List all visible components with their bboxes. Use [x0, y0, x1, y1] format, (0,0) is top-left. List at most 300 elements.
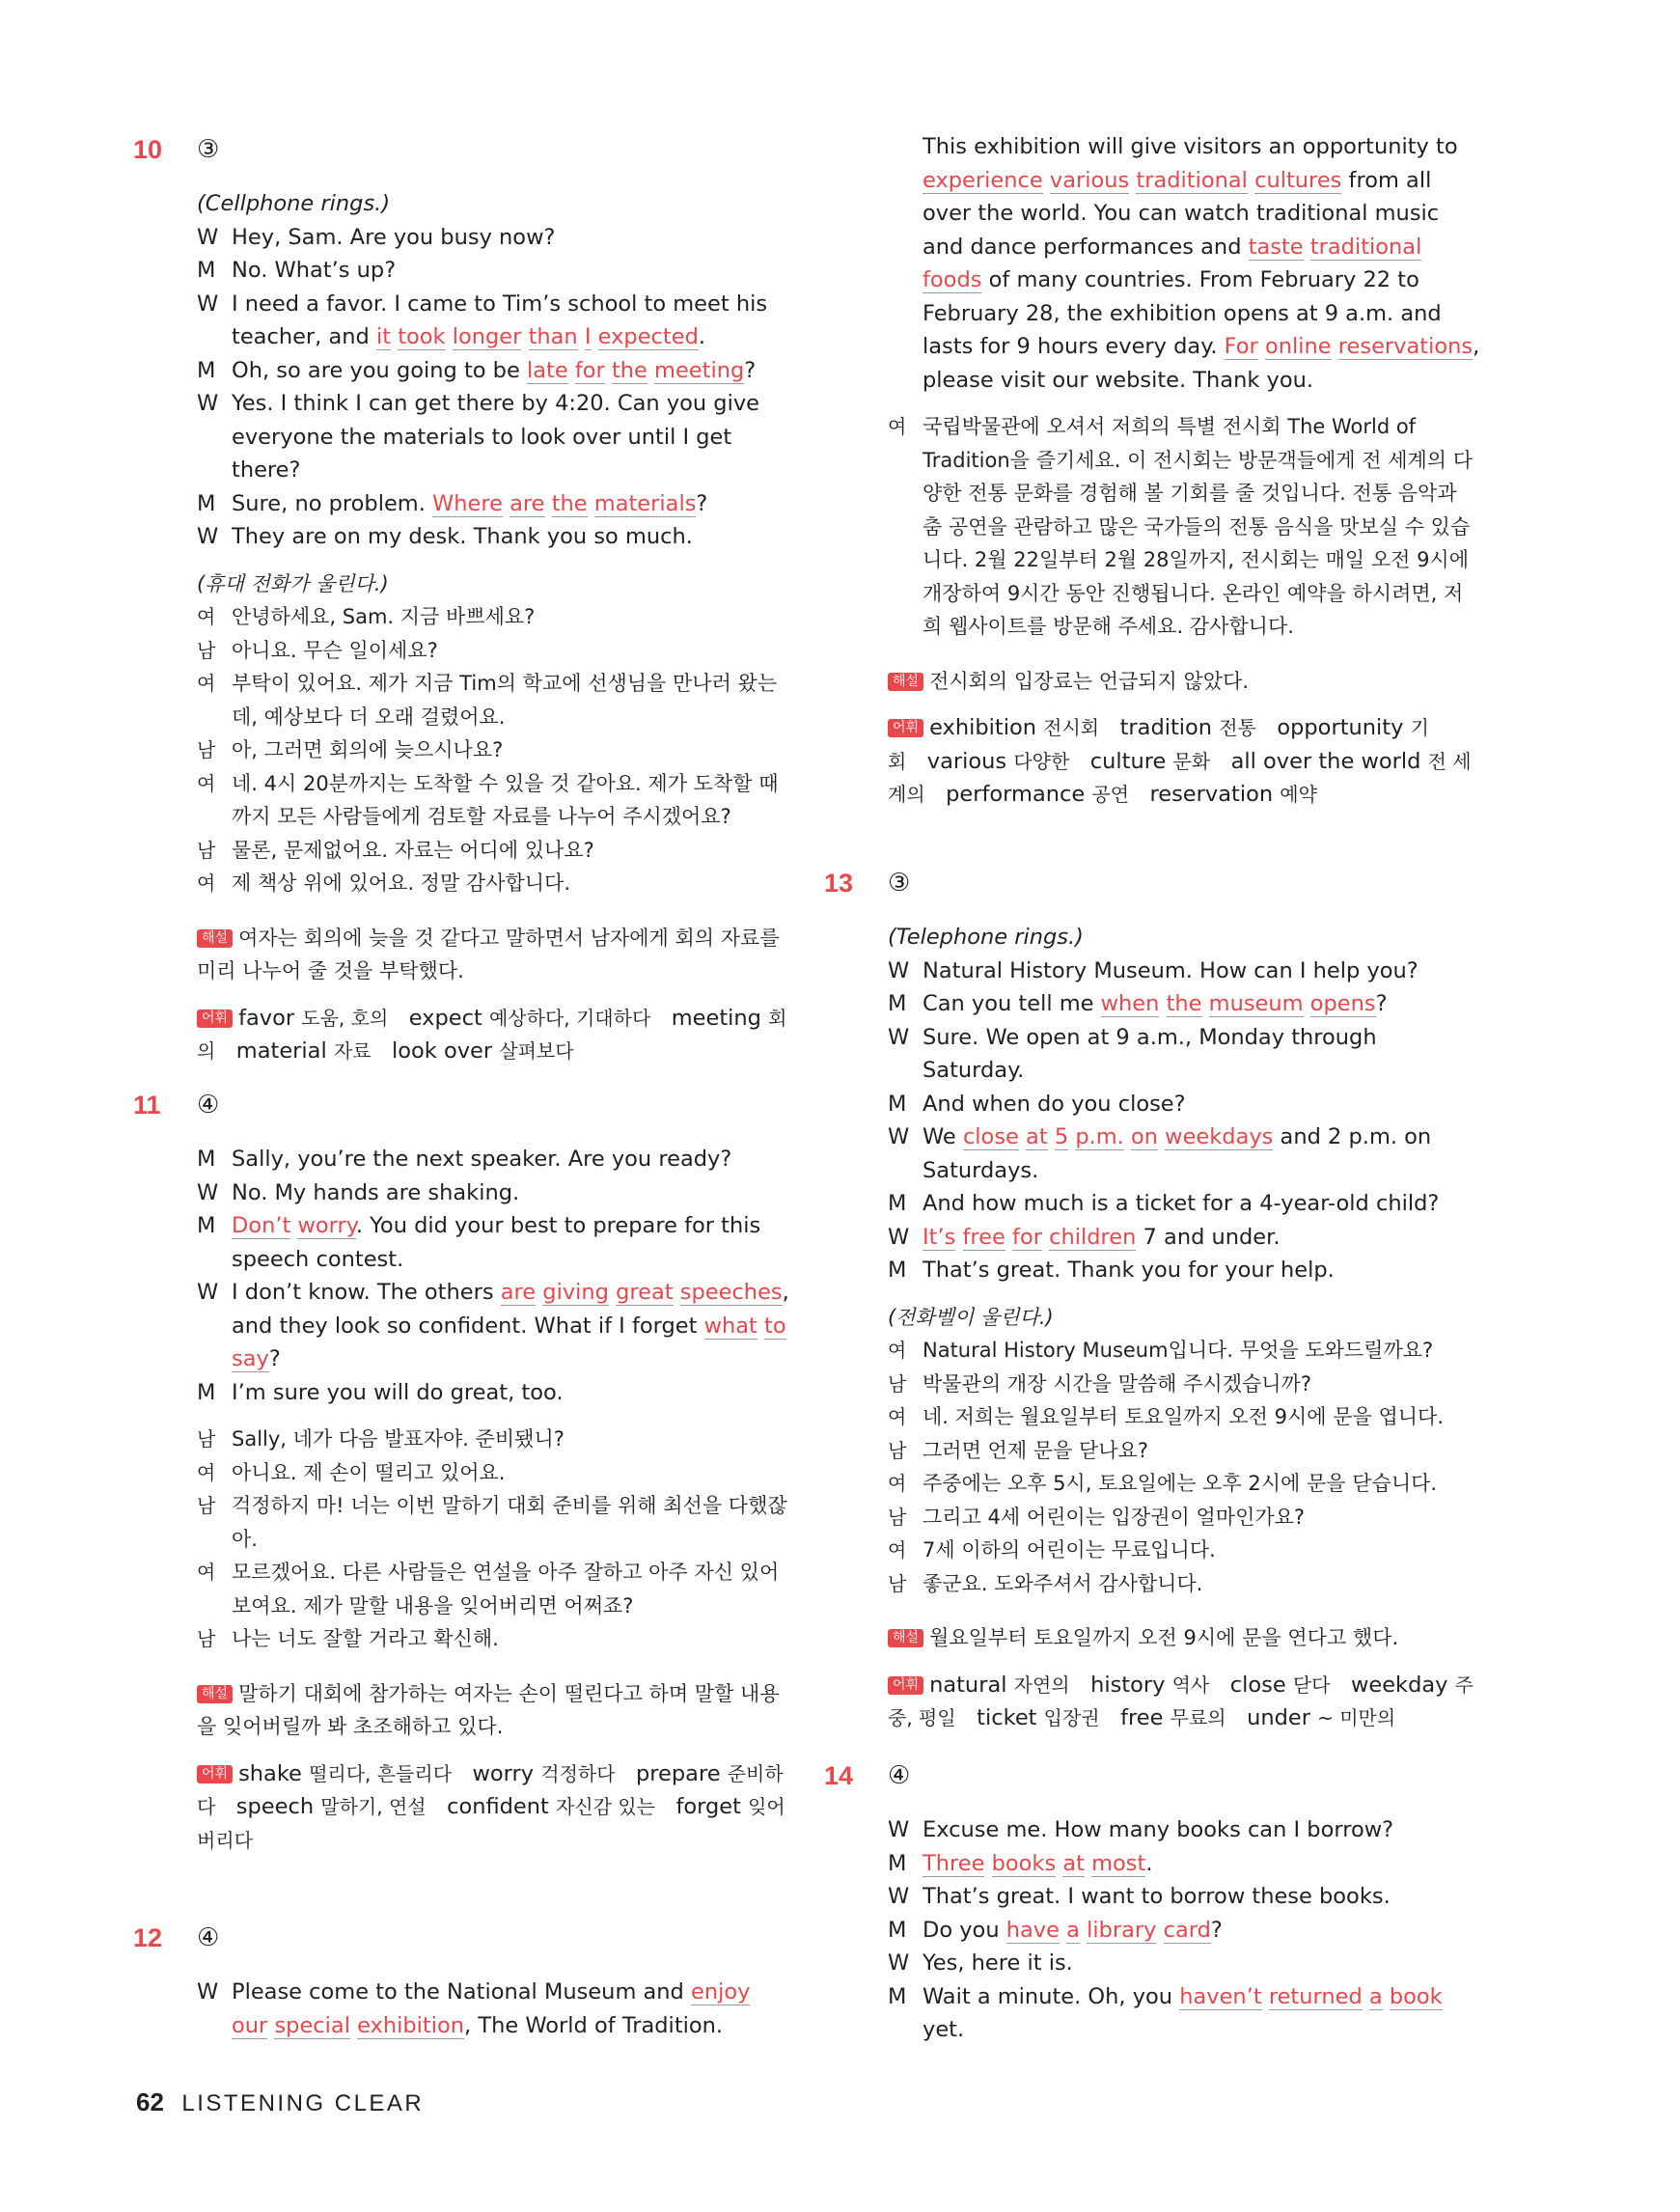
text-span: 예상하다, 기대하다 [488, 1006, 651, 1030]
text-span: look over [391, 1038, 493, 1064]
text-span: 도움, 호의 [301, 1006, 389, 1030]
text-span: and 2 p.m. on Saturdays. [923, 1124, 1432, 1183]
speaker-label: W [888, 1950, 910, 1976]
highlighted-phrase-word: for [574, 357, 605, 383]
speaker-label: M [888, 1091, 907, 1117]
script-line: (전화벨이 울린다.) [888, 1305, 1054, 1329]
korean-cue: (휴대 전화가 울린다.) [197, 571, 389, 595]
script-line [888, 1567, 1480, 1601]
highlighted-phrase-word: a [1368, 1983, 1383, 2009]
script-line [888, 1021, 1480, 1088]
answer-choice: ④ [197, 1091, 220, 1120]
speaker-label: 여 [888, 1538, 907, 1562]
question-11 [133, 1091, 789, 1857]
text-span: 무료의 [1170, 1706, 1226, 1729]
text-span: 물론, 문제없어요. 자료는 어디에 있나요? [232, 838, 594, 862]
text-span: 모르겠어요. 다른 사람들은 연설을 아주 잘하고 아주 자신 있어 보여요. 제가 말할 내용을 잊어버리면 어쩌죠? [232, 1561, 780, 1618]
highlighted-phrase-word: longer [452, 324, 522, 349]
explanation [888, 665, 1480, 699]
text-span: 예약 [1280, 783, 1317, 806]
text-span: 국립박물관에 오셔서 저희의 특별 전시회 The World of Tradition을 즐기세요. 이 전시회는 방문객들에게 전 세계의 다양한 전통 문화를 경험해 볼 기회를 줄 것입니다. 전통 음악과 춤 공연을 관람하고 많은 국가들의 전통 음식을 맛보실 수 있습니다. 2월 22일부터 2월 28일까지, 전시회는 매일 오전 9시에 개장하여 9시간 동안 진행됩니다. 온라인 예약을 하시려면, 저희 웹사이트를 방문해 주세요. 감사합니다. [923, 415, 1473, 638]
script-line [197, 1176, 789, 1210]
question-12 [133, 1923, 789, 2042]
text-span: reservation [1149, 782, 1274, 807]
speaker-label: W [197, 224, 219, 250]
explanation [888, 1621, 1480, 1655]
text-span: 그러면 언제 문을 닫나요? [923, 1438, 1149, 1462]
text-span: That’s great. I want to borrow these books. [923, 1884, 1391, 1909]
script-line [197, 520, 789, 554]
highlighted-phrase-word: card [1163, 1917, 1211, 1943]
text-span: meeting [671, 1005, 761, 1031]
label-badge: 어휘 [197, 1765, 233, 1783]
script-line [197, 221, 789, 255]
text-span: 네. 저희는 월요일부터 토요일까지 오전 9시에 문을 엽니다. [923, 1405, 1445, 1428]
text-span: Do you [923, 1917, 1006, 1943]
text-span: 전시회의 입장료는 언급되지 않았다. [929, 669, 1250, 693]
text-span: Oh, so are you going to be [232, 357, 527, 383]
text-span: Sure, no problem. [232, 490, 433, 516]
text-span: weekday [1350, 1672, 1448, 1698]
script-line [197, 1976, 789, 2042]
text-span: Sally, you’re the next speaker. Are you ready? [232, 1147, 732, 1172]
book-title: LISTENING CLEAR [181, 2090, 425, 2116]
text-span: I need a favor. I came to Tim’s school to meet his teacher, and [232, 290, 768, 349]
highlighted-phrase-word: at [1026, 1124, 1048, 1149]
text-span: ? [744, 357, 757, 383]
text-span: I don’t know. The others [232, 1280, 501, 1305]
script-line [888, 1368, 1480, 1401]
script-line [197, 634, 789, 668]
text-span: 아, 그러면 회의에 늦으시나요? [232, 738, 504, 761]
text-span: 닫다 [1292, 1673, 1331, 1697]
text-span: 7 and under. [1136, 1224, 1281, 1250]
page-number: 62 [136, 2088, 164, 2116]
highlighted-phrase-word: a [1066, 1917, 1080, 1943]
text-span: opportunity [1277, 715, 1404, 740]
highlighted-phrase-word: great [616, 1280, 674, 1305]
speaker-label: M [888, 1983, 907, 2009]
script-line [888, 1254, 1480, 1287]
script-line [888, 1400, 1480, 1434]
highlighted-phrase-word: when [1100, 991, 1160, 1016]
vocabulary [197, 1757, 789, 1858]
script-line [197, 387, 789, 487]
script-line: (Telephone rings.) [888, 925, 1084, 950]
speaker-label: M [197, 1213, 216, 1238]
highlighted-phrase-word: various [1049, 167, 1130, 193]
script-line [888, 1221, 1480, 1255]
text-span: Can you tell me [923, 991, 1101, 1016]
highlighted-phrase-word: what [703, 1313, 757, 1339]
text-span: . You did your best to prepare for this speech contest. [232, 1213, 761, 1272]
speaker-label: M [888, 1258, 907, 1283]
speaker-label: 남 [888, 1571, 907, 1595]
text-span: 아니요. 무슨 일이세요? [232, 638, 438, 662]
text-span: 좋군요. 도와주셔서 감사합니다. [923, 1571, 1203, 1595]
script-line [888, 1434, 1480, 1468]
label-badge: 해설 [197, 1685, 233, 1703]
highlighted-phrase-word: exhibition [357, 2012, 465, 2038]
script-line [197, 1489, 789, 1556]
speaker-label: M [197, 258, 216, 283]
text-span: This exhibition will give visitors an opportunity to [923, 134, 1458, 159]
korean-translation [197, 567, 789, 900]
text-span: yet. [923, 2017, 965, 2042]
text-span: No. What’s up? [232, 258, 397, 283]
text-span: 자신감 있는 [556, 1795, 655, 1818]
speaker-label: 남 [888, 1371, 907, 1396]
highlighted-phrase-word: free [962, 1224, 1005, 1250]
highlighted-phrase-word: museum [1208, 991, 1304, 1016]
speaker-label: W [197, 1280, 219, 1305]
script-line [888, 1980, 1480, 2047]
text-span: Sure. We open at 9 a.m., Monday through Saturday. [923, 1024, 1377, 1083]
text-span: , The World of Tradition. [464, 2012, 724, 2038]
highlighted-phrase-word: taste [1248, 234, 1304, 260]
script-line [888, 1847, 1480, 1881]
script-line [197, 767, 789, 834]
text-span: 회의 [197, 1006, 787, 1063]
highlighted-phrase-word: p.m. [1075, 1124, 1124, 1149]
speaker-label: 여 [888, 415, 907, 438]
text-span: No. My hands are shaking. [232, 1179, 520, 1205]
speaker-label: 남 [197, 838, 216, 862]
text-span: 준비하다 [197, 1761, 784, 1818]
text-span: Yes. I think I can get there by 4:20. Can you give everyone the materials to look over until I get there? [232, 391, 759, 483]
highlighted-phrase-word: have [1005, 1917, 1060, 1943]
text-span: performance [946, 782, 1086, 807]
text-span: ~ 미만의 [1317, 1706, 1396, 1729]
text-span: 그리고 4세 어린이는 입장권이 얼마인가요? [923, 1505, 1306, 1529]
speaker-label: W [888, 1817, 910, 1842]
text-span: shake [238, 1760, 302, 1786]
question-13 [824, 869, 1480, 1735]
text-span: 떨리다, 흔들리다 [309, 1761, 453, 1785]
speaker-label: 남 [888, 1438, 907, 1462]
korean-translation [888, 410, 1480, 644]
speaker-label: 여 [197, 605, 216, 628]
speaker-label: 남 [197, 1427, 216, 1451]
text-span: I’m sure you will do great, too. [232, 1379, 564, 1405]
highlighted-phrase-word: say [232, 1346, 269, 1371]
script-line [197, 667, 789, 733]
text-span: 여자는 회의에 늦을 것 같다고 말하면서 남자에게 회의 자료를 미리 나누어 줄 것을 부탁했다. [197, 926, 780, 982]
answer-choice: ③ [197, 135, 220, 164]
vocabulary-badge: 어휘 [197, 1009, 233, 1028]
text-span: 7세 이하의 어린이는 무료입니다. [923, 1538, 1216, 1562]
text-span: . [1145, 1850, 1153, 1876]
text-span: Natural History Museum. How can I help you? [923, 957, 1418, 983]
speaker-label: M [197, 490, 216, 516]
script-line [888, 954, 1480, 988]
highlighted-phrase-word: speeches [679, 1280, 783, 1305]
text-span: 주중에는 오후 5시, 토요일에는 오후 2시에 문을 닫습니다. [923, 1472, 1438, 1495]
text-span: 안녕하세요, Sam. 지금 바쁘세요? [232, 605, 536, 628]
script-line [197, 1556, 789, 1622]
text-span: Yes, here it is. [923, 1950, 1073, 1976]
script-line [888, 1947, 1480, 1980]
text-span: expect [408, 1005, 482, 1031]
script-line [197, 834, 789, 868]
text-span: , and they look so confident. What if I forget [232, 1280, 789, 1339]
script-line [888, 130, 1480, 397]
label-badge: 해설 [888, 1629, 923, 1647]
speaker-label: 여 [197, 672, 216, 695]
speaker-label: M [888, 1191, 907, 1216]
speaker-label: 여 [888, 1339, 907, 1362]
highlighted-phrase-word: Don’t [232, 1213, 291, 1238]
text-span: close [1229, 1672, 1286, 1698]
speaker-label: M [888, 991, 907, 1016]
text-span: ticket [977, 1705, 1037, 1730]
text-span: ? [1210, 1917, 1223, 1943]
highlighted-phrase-word: special [274, 2012, 350, 2038]
speaker-label: M [888, 1850, 907, 1876]
text-span: of many countries. From February 22 to February 28, the exhibition opens at 9 a.m. and lasts for 9 hours every day. [923, 267, 1442, 359]
speaker-label: 여 [197, 771, 216, 795]
highlighted-phrase-word: It’s [923, 1224, 956, 1250]
highlighted-phrase-word: to [764, 1313, 786, 1339]
monologue-script-start [197, 1976, 789, 2042]
text-span: Hey, Sam. Are you busy now? [232, 224, 556, 250]
highlighted-phrase-word: it [375, 324, 392, 349]
speaker-label: W [197, 290, 219, 317]
text-span: Excuse me. How many books can I borrow? [923, 1817, 1394, 1842]
answer-choice: ④ [888, 1761, 911, 1790]
text-span: They are on my desk. Thank you so much. [232, 524, 693, 549]
speaker-label: W [888, 1224, 910, 1250]
script-line [888, 1467, 1480, 1501]
vocabulary [888, 711, 1480, 812]
text-span: 살펴보다 [499, 1039, 574, 1063]
text-span: 월요일부터 토요일까지 오전 9시에 문을 연다고 했다. [929, 1626, 1399, 1649]
text-span: favor [238, 1005, 295, 1031]
text-span: ? [1375, 991, 1388, 1016]
text-span: Please come to the National Museum and [232, 1979, 691, 2005]
script-line [888, 1088, 1480, 1121]
text-span: ? [696, 490, 708, 516]
text-span: all over the world [1230, 748, 1421, 774]
script-line [888, 1534, 1480, 1567]
text-span: ? [268, 1346, 281, 1371]
highlighted-phrase-word: opens [1309, 991, 1376, 1016]
script-line [197, 1376, 789, 1410]
script-line [197, 1209, 789, 1276]
highlighted-phrase-word: library [1087, 1917, 1157, 1943]
highlighted-phrase-word: on [1130, 1124, 1159, 1149]
highlighted-phrase-word: Where [432, 490, 503, 516]
script-line [888, 1914, 1480, 1948]
explanation-badge: 해설 [197, 929, 233, 948]
text-span: 자료 [333, 1039, 372, 1063]
script-line [888, 1813, 1480, 1847]
text-span: 주중, 평일 [888, 1673, 1473, 1729]
script-line [197, 1622, 789, 1656]
script-line [888, 1187, 1480, 1221]
text-span: various [926, 748, 1007, 774]
text-span: 역사 [1171, 1673, 1210, 1697]
text-span: 전통 [1219, 716, 1256, 739]
text-span: from all over the world. You can watch traditional music and dance performances and [923, 167, 1440, 260]
script-line [197, 867, 789, 900]
monologue-script-continued [888, 130, 1480, 397]
text-span: And when do you close? [923, 1091, 1186, 1117]
script-line [197, 1143, 789, 1176]
text-span: 네. 4시 20분까지는 도착할 수 있을 것 같아요. 제가 도착할 때까지 모든 사람들에게 검토할 자료를 나누어 주시겠어요? [232, 771, 779, 828]
text-span: . [698, 324, 706, 349]
answer-choice: ④ [197, 1923, 220, 1952]
highlighted-phrase-word: worry [297, 1213, 356, 1238]
speaker-label: M [197, 357, 216, 383]
question-14 [824, 1761, 1480, 2047]
page-footer [136, 2088, 424, 2117]
question-10 [133, 135, 789, 1068]
question-number: 14 [824, 1761, 854, 1790]
text-span: 말하기, 연설 [320, 1795, 427, 1818]
text-span: 잊어버리다 [197, 1795, 785, 1852]
text-span: worry [472, 1760, 535, 1786]
text-span: 부탁이 있어요. 제가 지금 Tim의 학교에 선생님을 만나러 왔는데, 예상보다 더 오래 걸렸어요. [232, 672, 778, 729]
text-span: Natural History Museum입니다. 무엇을 도와드릴까요? [923, 1339, 1434, 1362]
speaker-label: M [197, 1379, 216, 1405]
question-number: 11 [133, 1091, 161, 1120]
text-span: 걱정하지 마! 너는 이번 말하기 대회 준비를 위해 최선을 다했잖아. [232, 1494, 787, 1551]
text-span: 공연 [1091, 783, 1130, 806]
text-span: free [1120, 1705, 1164, 1730]
text-span: history [1090, 1672, 1166, 1698]
highlighted-phrase-word: reservations [1337, 334, 1473, 359]
vocabulary [888, 1669, 1480, 1735]
script-line [888, 1501, 1480, 1535]
question-number: 12 [133, 1923, 163, 1952]
highlighted-phrase-word: are [500, 1280, 537, 1305]
speaker-label: 남 [888, 1505, 907, 1529]
text-span: , please visit our website. Thank you. [923, 334, 1480, 393]
highlighted-phrase-word: online [1264, 334, 1332, 359]
highlighted-phrase-word: returned [1268, 1983, 1363, 2009]
text-span: material [235, 1038, 327, 1064]
highlighted-phrase-word: our [232, 2012, 268, 2038]
korean-translation [197, 1423, 789, 1656]
text-span: 다양한 [1013, 749, 1070, 773]
text-span: 전시회 [1043, 716, 1100, 739]
speaker-label: 여 [888, 1405, 907, 1428]
text-span: tradition [1119, 715, 1213, 740]
sound-cue: (Cellphone rings.) [197, 191, 391, 216]
highlighted-phrase-word: materials [593, 490, 697, 516]
dialogue-script [197, 1143, 789, 1409]
highlighted-phrase-word: most [1091, 1850, 1146, 1876]
label-badge: 어휘 [888, 1676, 923, 1695]
speaker-label: W [197, 1179, 219, 1205]
text-span: 말하기 대회에 참가하는 여자는 손이 떨린다고 하며 말할 내용을 잊어버릴까 봐 초조해하고 있다. [197, 1681, 780, 1738]
speaker-label: W [197, 524, 219, 549]
highlighted-phrase-word: cultures [1254, 167, 1342, 193]
speaker-label: W [888, 1124, 910, 1149]
script-line [197, 1456, 789, 1490]
highlighted-phrase-word: For [1224, 334, 1258, 359]
label-badge: 어휘 [888, 719, 923, 737]
text-span: 걱정하다 [540, 1761, 616, 1785]
text-span: under [1247, 1705, 1310, 1730]
script-line [888, 1334, 1480, 1368]
script-line [197, 600, 789, 634]
highlighted-phrase-word: 5 [1054, 1124, 1069, 1149]
script-line [888, 1120, 1480, 1187]
highlighted-phrase-word: traditional [1136, 167, 1248, 193]
highlighted-phrase-word: are [510, 490, 545, 516]
text-span: 박물관의 개장 시간을 말씀해 주시겠습니까? [923, 1371, 1311, 1396]
highlighted-phrase-word: expected [597, 324, 699, 349]
text-span: We [923, 1124, 963, 1149]
script-line [888, 987, 1480, 1021]
text-span: 전 세계의 [888, 749, 1472, 806]
highlighted-phrase-word: weekdays [1165, 1124, 1274, 1149]
label-badge: 해설 [888, 673, 923, 691]
text-span: Sally, 네가 다음 발표자야. 준비됐니? [232, 1427, 565, 1451]
text-span: 기회 [888, 716, 1429, 773]
speaker-label: M [888, 1917, 907, 1943]
text-span: 나는 너도 잘할 거라고 확신해. [232, 1627, 499, 1650]
speaker-label: 남 [197, 638, 216, 662]
highlighted-phrase-word: meeting [654, 357, 745, 383]
speaker-label: W [197, 1979, 219, 2005]
text-span: natural [929, 1672, 1007, 1698]
text-span: prepare [636, 1760, 721, 1786]
speaker-label: M [197, 1147, 216, 1172]
speaker-label: 남 [197, 1494, 216, 1517]
highlighted-phrase-word: book [1389, 1983, 1443, 2009]
dialogue-script [888, 921, 1480, 1287]
script-line [197, 288, 789, 354]
text-span: culture [1089, 748, 1167, 774]
highlighted-phrase-word: close [962, 1124, 1019, 1149]
explanation [197, 922, 789, 988]
speaker-label: 여 [197, 871, 216, 895]
highlighted-phrase-word: enjoy [691, 1979, 751, 2005]
highlighted-phrase-word: experience [923, 167, 1043, 193]
text-span: 아니요. 제 손이 떨리고 있어요. [232, 1460, 506, 1484]
script-line [197, 354, 789, 388]
script-line [197, 487, 789, 521]
dialogue-script [888, 1813, 1480, 2047]
highlighted-phrase-word: at [1062, 1850, 1085, 1876]
highlighted-phrase-word: for [1012, 1224, 1042, 1250]
highlighted-phrase-word: the [551, 490, 588, 516]
speaker-label: 남 [197, 738, 216, 761]
script-line [197, 1423, 789, 1456]
text-span: exhibition [929, 715, 1036, 740]
highlighted-phrase-word: late [526, 357, 568, 383]
highlighted-phrase-word: books [991, 1850, 1057, 1876]
highlighted-phrase-word: than [528, 324, 578, 349]
highlighted-phrase-word: traditional [1309, 234, 1422, 260]
text-span: That’s great. Thank you for your help. [923, 1258, 1335, 1283]
highlighted-phrase-word: the [1166, 991, 1202, 1016]
text-span: forget [675, 1794, 741, 1819]
text-span: Wait a minute. Oh, you [923, 1983, 1180, 2009]
text-span: confident [447, 1794, 549, 1819]
highlighted-phrase-word: children [1049, 1224, 1137, 1250]
question-12-continued [824, 130, 1480, 812]
speaker-label: W [197, 391, 219, 416]
highlighted-phrase-word: I [584, 324, 592, 349]
speaker-label: 여 [888, 1472, 907, 1495]
question-number: 10 [133, 135, 163, 164]
highlighted-phrase-word: took [398, 324, 446, 349]
question-number: 13 [824, 869, 854, 898]
